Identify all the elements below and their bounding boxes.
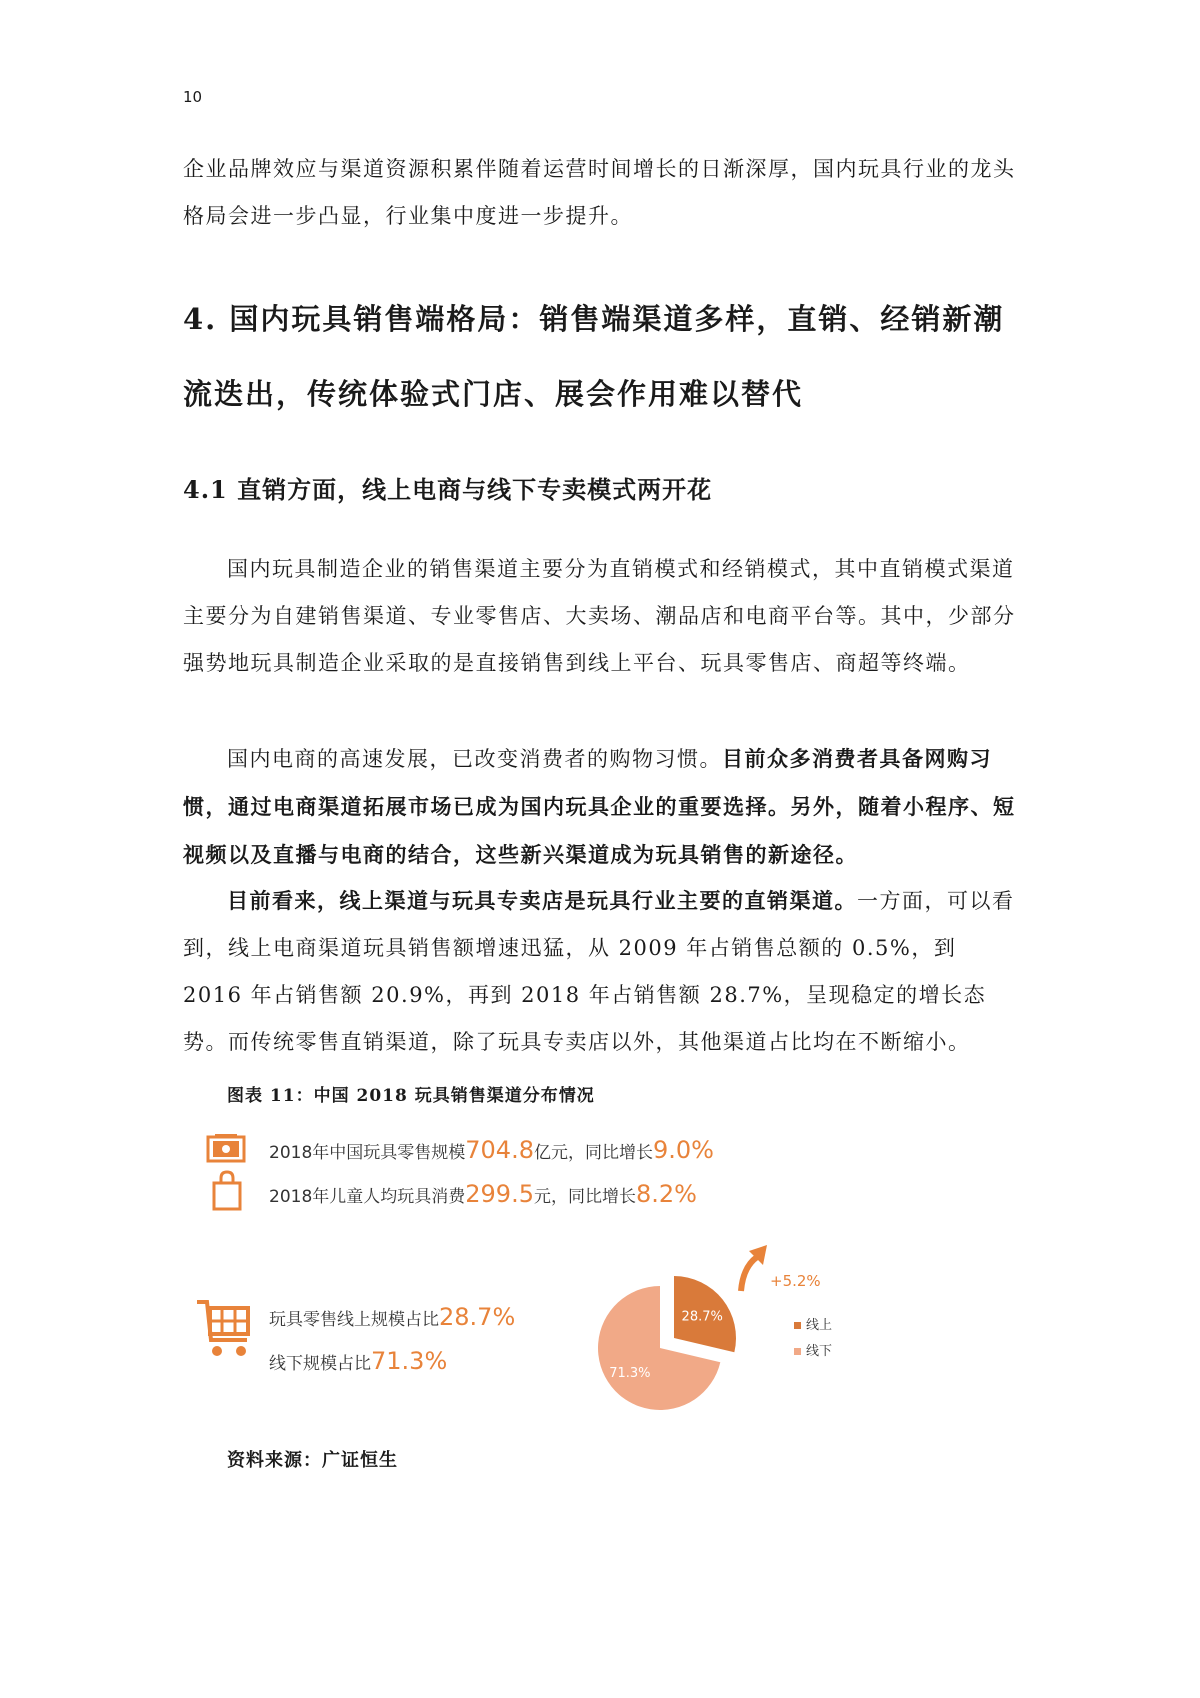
legend-swatch-online [794, 1322, 801, 1329]
retail-scale-label: 2018年中国玩具零售规模 [269, 1143, 466, 1163]
retail-scale-growth: 9.0% [652, 1136, 714, 1164]
retail-scale-value: 704.8 [465, 1136, 534, 1164]
legend-item-online [794, 1314, 832, 1333]
cash-icon [205, 1133, 247, 1165]
paragraph-intro: 企业品牌效应与渠道资源积累伴随着运营时间增长的日渐深厚，国内玩具行业的龙头格局会进一步凸显，行业集中度进一步提升。 [183, 157, 1016, 228]
retail-scale-unit: 亿元，同比增长 [533, 1143, 653, 1163]
per-capita-unit: 元，同比增长 [533, 1187, 636, 1207]
subsection-heading: 4.1 直销方面，线上电商与线下专卖模式两开花 [183, 475, 713, 504]
growth-annotation: +5.2% [770, 1272, 821, 1290]
per-capita-stat [269, 1180, 697, 1208]
offline-share-stat [269, 1347, 447, 1375]
retail-scale-stat [269, 1136, 714, 1164]
paragraph-ecommerce [183, 735, 1023, 879]
paragraph-ecommerce-normal: 国内电商的高速发展，已改变消费者的购物习惯。 [227, 747, 722, 771]
page-number: 10 [183, 88, 203, 106]
legend-label-offline: 线下 [806, 1344, 833, 1359]
section-heading: 4. 国内玩具销售端格局：销售端渠道多样，直销、经销新潮流迭出，传统体验式门店、展会作用难以替代 [183, 302, 1005, 411]
offline-share-value: 71.3% [371, 1347, 448, 1375]
shopping-bag-icon [211, 1170, 243, 1212]
shopping-cart-icon [195, 1298, 253, 1360]
pie-label-offline: 71.3% [609, 1365, 651, 1381]
paragraph-direct-sales-normal: 一方面，可以看到，线上电商渠道玩具销售额增速迅猛，从 2009 年占销售总额的 0.5%，到 2016 年占销售额 20.9%，再到 2018 年占销售额 28.7%，呈现稳定的增长态势。而传统零售直销渠道，除了玩具专卖店以外，其他渠道占比均在不断缩小。 [183, 889, 1015, 1054]
online-share-label: 玩具零售线上规模占比 [269, 1310, 439, 1330]
offline-share-label: 线下规模占比 [269, 1354, 371, 1374]
source-note: 资料来源：广证恒生 [227, 1450, 398, 1471]
online-share-value: 28.7% [439, 1303, 516, 1331]
paragraph-direct-sales-bold: 目前看来，线上渠道与玩具专卖店是玩具行业主要的直销渠道。 [227, 888, 857, 913]
pie-label-online: 28.7% [681, 1309, 723, 1325]
legend-swatch-offline [794, 1348, 801, 1355]
legend-label-online: 线上 [806, 1318, 833, 1333]
paragraph-ecommerce-bold: 目前众多消费者具备网购习惯，通过电商渠道拓展市场已成为国内玩具企业的重要选择。另外，随着小程序、短视频以及直播与电商的结合，这些新兴渠道成为玩具销售的新途径。 [183, 746, 1016, 867]
per-capita-label: 2018年儿童人均玩具消费 [269, 1187, 466, 1207]
per-capita-value: 299.5 [465, 1180, 534, 1208]
figure-caption: 图表 11：中国 2018 玩具销售渠道分布情况 [227, 1086, 595, 1106]
online-share-stat [269, 1303, 515, 1331]
paragraph-direct-sales [183, 877, 1023, 1066]
per-capita-growth: 8.2% [635, 1180, 697, 1208]
paragraph-channels: 国内玩具制造企业的销售渠道主要分为直销模式和经销模式，其中直销模式渠道主要分为自建销售渠道、专业零售店、大卖场、潮品店和电商平台等。其中，少部分强势地玩具制造企业采取的是直接销售到线上平台、玩具零售店、商超等终端。 [183, 557, 1016, 675]
legend-item-offline [794, 1340, 832, 1359]
growth-arrow-icon [735, 1243, 775, 1293]
